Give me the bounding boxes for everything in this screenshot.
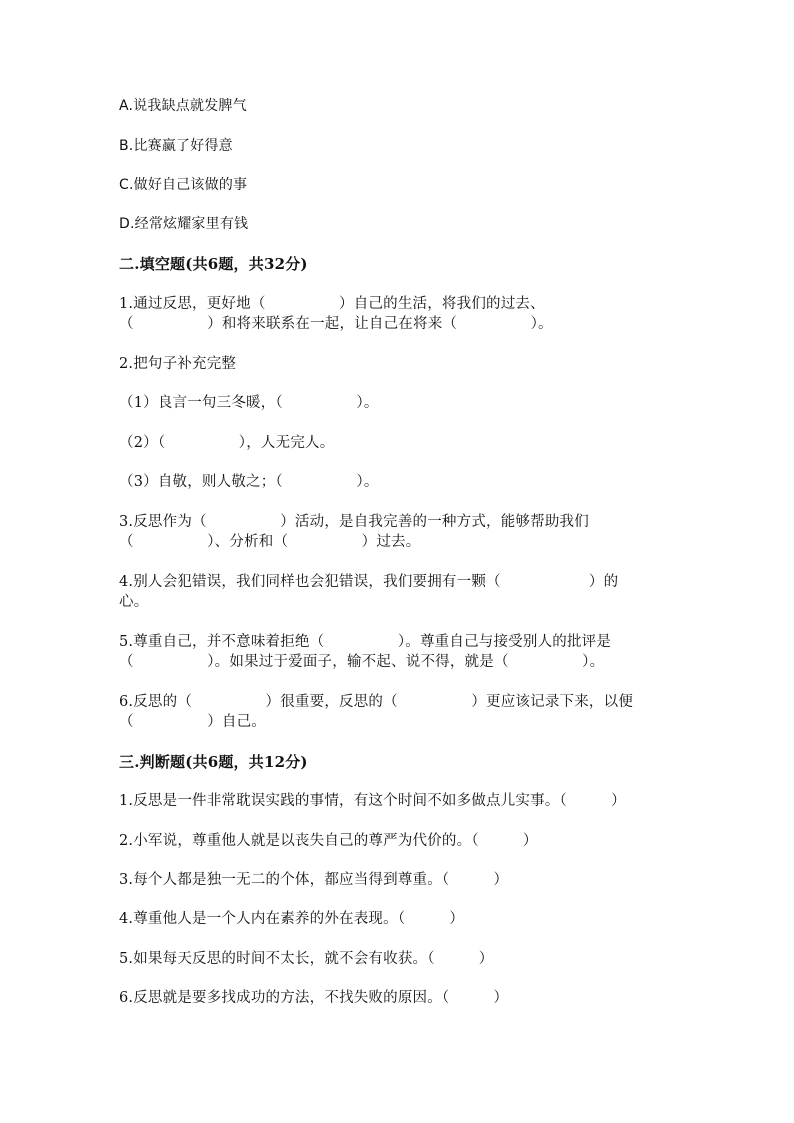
judge-q2: 2.小军说，尊重他人就是以丧失自己的尊严为代价的。（ ） [119, 833, 538, 849]
fill-section-heading: 二.填空题(共6题，共32分) [119, 255, 308, 273]
option-b: B.比赛赢了好得意 [119, 138, 233, 154]
fill-q1-line1: 1.通过反思，更好地（ ）自己的生活，将我们的过去、 [119, 296, 545, 312]
fill-q4-line2: 心。 [119, 594, 149, 610]
fill-q2-sub2: （2）（ ），人无完人。 [119, 435, 335, 451]
option-a: A.说我缺点就发脾气 [119, 98, 247, 114]
option-c: C.做好自己该做的事 [119, 177, 248, 193]
fill-q2-sub1: （1）良言一句三冬暖，（ ）。 [119, 395, 379, 411]
fill-q4-line1: 4.别人会犯错误，我们同样也会犯错误，我们要拥有一颗（ ）的 [119, 574, 619, 590]
fill-q2: 2.把句子补充完整 [119, 356, 237, 372]
fill-q3-line2: （ ）、分析和（ ）过去。 [119, 534, 421, 550]
judge-section-heading: 三.判断题(共6题，共12分) [119, 753, 308, 771]
judge-q5: 5.如果每天反思的时间不太长，就不会有收获。（ ） [119, 951, 494, 967]
fill-q5-line1: 5.尊重自己，并不意味着拒绝（ ）。尊重自己与接受别人的批评是 [119, 634, 612, 650]
judge-q3: 3.每个人都是独一无二的个体，都应当得到尊重。（ ） [119, 872, 509, 888]
judge-q1: 1.反思是一件非常耽误实践的事情，有这个时间不如多做点儿实事。（ ） [119, 793, 626, 809]
judge-q4: 4.尊重他人是一个人内在素养的外在表现。（ ） [119, 911, 465, 927]
fill-q6-line2: （ ）自己。 [119, 714, 266, 730]
fill-q3-line1: 3.反思作为（ ）活动，是自我完善的一种方式，能够帮助我们 [119, 514, 589, 530]
judge-q6: 6.反思就是要多找成功的方法，不找失败的原因。（ ） [119, 990, 509, 1006]
fill-q6-line1: 6.反思的（ ）很重要，反思的（ ）更应该记录下来，以便 [119, 694, 634, 710]
fill-q5-line2: （ ）。如果过于爱面子，输不起、说不得，就是（ ）。 [119, 654, 605, 670]
option-d: D.经常炫耀家里有钱 [119, 216, 249, 232]
fill-q2-sub3: （3）自敬，则人敬之；（ ）。 [119, 474, 379, 490]
fill-q1-line2: （ ）和将来联系在一起，让自己在将来（ ）。 [119, 316, 553, 332]
